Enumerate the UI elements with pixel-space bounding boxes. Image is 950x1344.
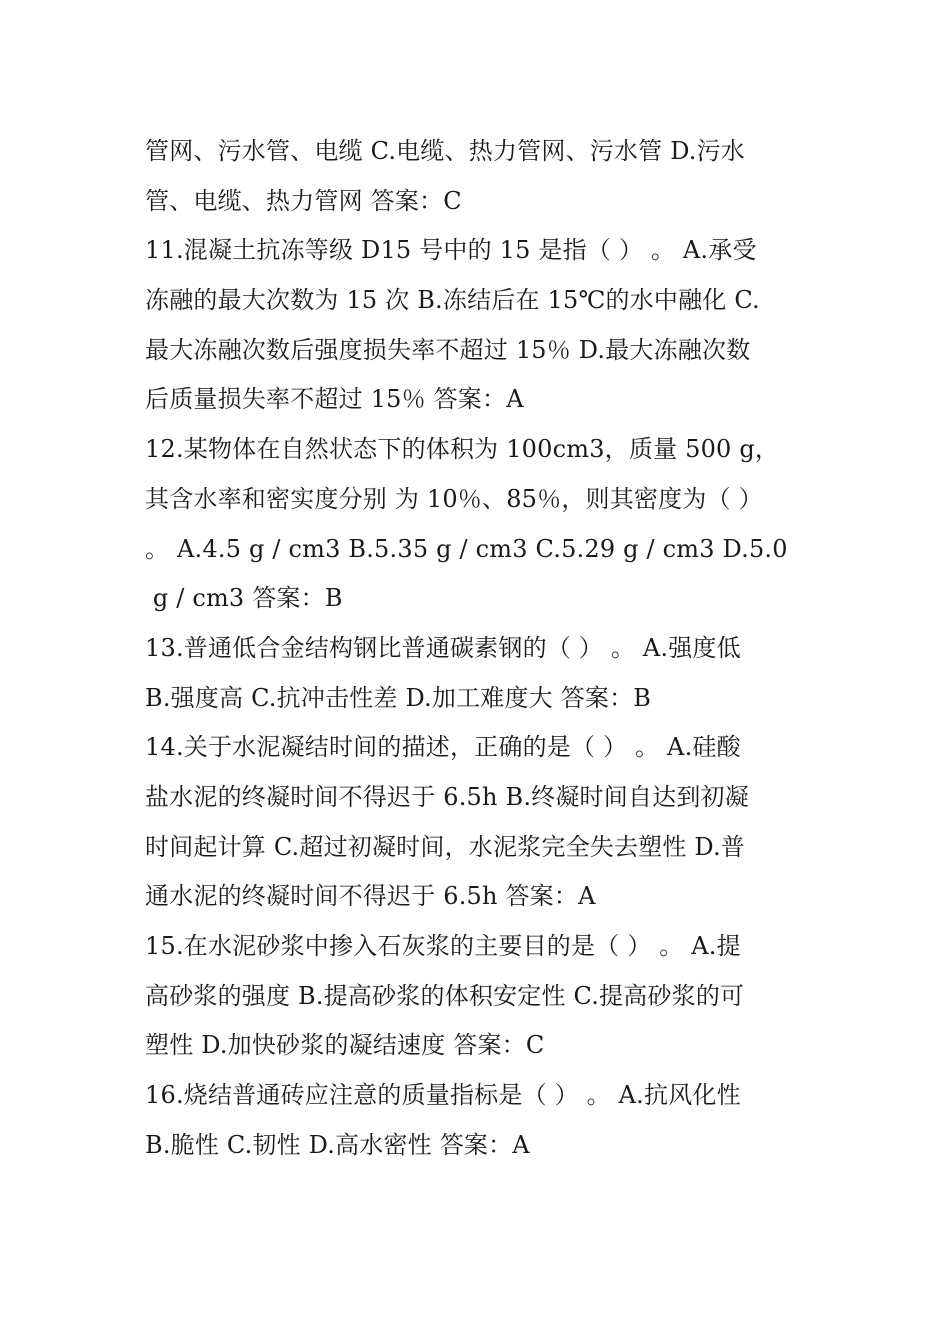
text-line: 14.关于水泥凝结时间的描述，正确的是（ ） 。 A.硅酸 — [145, 733, 741, 762]
text-line: 通水泥的终凝时间不得迟于 6.5h 答案：A — [145, 882, 596, 911]
text-line: 管网、污水管、电缆 C.电缆、热力管网、污水管 D.污水 — [145, 137, 746, 165]
text-line: 15.在水泥砂浆中掺入石灰浆的主要目的是（ ） 。 A.提 — [145, 932, 741, 960]
text-line: B.强度高 C.抗冲击性差 D.加工难度大 答案：B — [145, 683, 652, 712]
text-line: 12.某物体在自然状态下的体积为 100cm3，质量 500 g， — [145, 435, 780, 464]
text-line: 时间起计算 C.超过初凝时间，水泥浆完全失去塑性 D.普 — [145, 832, 746, 861]
text-line: 高砂浆的强度 B.提高砂浆的体积安定性 C.提高砂浆的可 — [145, 981, 745, 1010]
text-line: 盐水泥的终凝时间不得迟于 6.5h B.终凝时间自达到初凝 — [145, 782, 749, 811]
text-line: 后质量损失率不超过 15％ 答案：A — [145, 385, 524, 414]
text-line: 管、电缆、热力管网 答案：C — [145, 186, 462, 215]
text-line: 11.混凝土抗冻等级 D15 号中的 15 是指（ ） 。 A.承受 — [145, 236, 757, 265]
document-body — [145, 127, 815, 1170]
text-line: g / cm3 答案：B — [145, 584, 343, 613]
text-line: 冻融的最大次数为 15 次 B.冻结后在 15℃的水中融化 C. — [145, 286, 760, 315]
text-line: 13.普通低合金结构钢比普通碳素钢的（ ） 。 A.强度低 — [145, 633, 741, 662]
text-line: 。 A.4.5 g / cm3 B.5.35 g / cm3 C.5.29 g / cm3 D.5.0 — [145, 534, 788, 563]
text-line: 其含水率和密实度分别 为 10％、85％，则其密度为（ ） — [145, 484, 763, 513]
text-line: B.脆性 C.韧性 D.高水密性 答案：A — [145, 1130, 530, 1159]
text-line: 最大冻融次数后强度损失率不超过 15％ D.最大冻融次数 — [145, 335, 751, 364]
text-line: 16.烧结普通砖应注意的质量指标是（ ） 。 A.抗风化性 — [145, 1081, 741, 1110]
text-line: 塑性 D.加快砂浆的凝结速度 答案：C — [145, 1031, 545, 1060]
